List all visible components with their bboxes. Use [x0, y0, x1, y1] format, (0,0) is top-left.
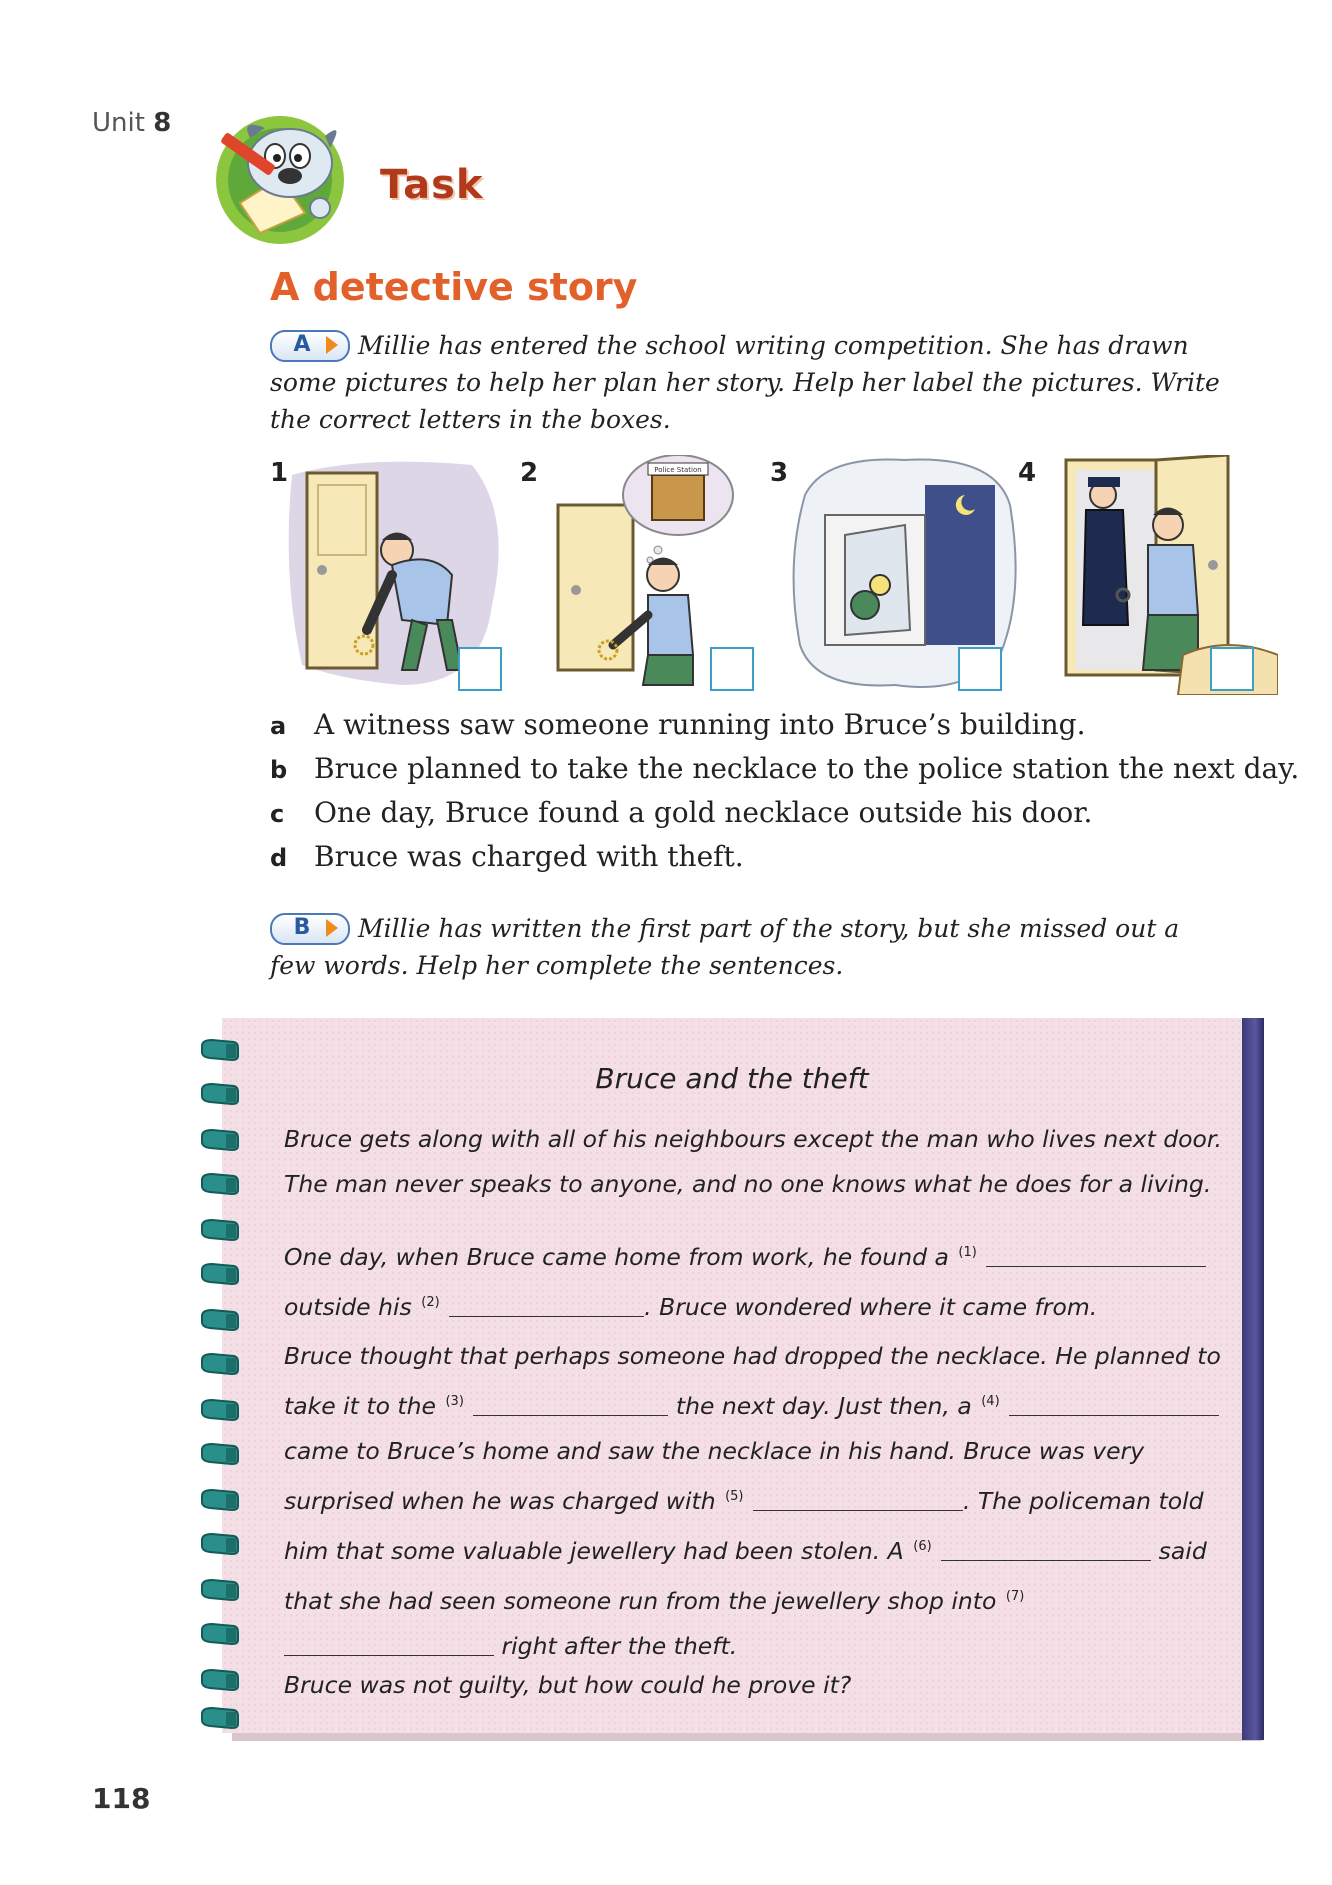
section-title: A detective story — [270, 265, 638, 309]
notebook-ring-icon — [198, 1352, 242, 1378]
picture-number: 1 — [270, 458, 289, 488]
unit-prefix: Unit — [92, 108, 145, 138]
answer-box-2[interactable] — [710, 647, 754, 691]
option-b: b Bruce planned to take the necklace to the police station the next day. — [270, 752, 1300, 785]
part-b-instruction — [270, 910, 1230, 984]
task-mascot-icon — [210, 108, 370, 248]
task-title: Task — [380, 162, 484, 208]
story-title: Bruce and the theft — [595, 1062, 869, 1095]
notebook-ring-icon — [198, 1532, 242, 1558]
story-paragraph-4: Bruce was not guilty, but how could he prove it? — [284, 1671, 852, 1699]
blank-2[interactable] — [449, 1296, 644, 1317]
blank-5[interactable] — [753, 1490, 963, 1511]
police-station-sign: Police Station — [654, 466, 702, 474]
part-a-instruction — [270, 327, 1230, 438]
notebook-ring-icon — [198, 1622, 242, 1648]
notebook-ring-icon — [198, 1668, 242, 1694]
page-number: 118 — [92, 1782, 151, 1815]
play-arrow-icon — [326, 919, 338, 937]
option-c: c One day, Bruce found a gold necklace outside his door. — [270, 796, 1093, 829]
part-b-badge: B — [270, 913, 350, 943]
picture-number: 4 — [1018, 458, 1037, 488]
part-a-instruction-text: Millie has entered the school writing competition. She has drawn some pictures to help her plan her story. Help her label the pictures. Write the correct letters in the boxes. — [270, 331, 1220, 434]
notebook-ring-icon — [198, 1128, 242, 1154]
story-paragraph-3: Bruce thought that perhaps someone had dropped the necklace. He planned to take it to the $^{(3)}$ the next day. Just then, a $^{(4)}$ came to Bruce’s home and saw the necklace in his hand. Bruce was very surprised when he was charged with $^{(5)}$ . The policeman told him that some valuable jewellery had been stolen. A $^{(6)}$ said that she had seen someone run from the jewellery shop into $^{(7)}$ right after the theft. — [284, 1342, 1221, 1660]
notebook-ring-icon — [198, 1218, 242, 1244]
blank-3[interactable] — [473, 1395, 668, 1416]
picture-number: 3 — [770, 458, 789, 488]
answer-box-4[interactable] — [1210, 647, 1254, 691]
part-a-badge: A — [270, 330, 350, 360]
blank-4[interactable] — [1009, 1395, 1219, 1416]
notebook-ring-icon — [198, 1262, 242, 1288]
notebook-ring-icon — [198, 1442, 242, 1468]
notebook-ring-icon — [198, 1038, 242, 1064]
picture-number: 2 — [520, 458, 539, 488]
answer-box-1[interactable] — [458, 647, 502, 691]
option-d: d Bruce was charged with theft. — [270, 840, 744, 873]
blank-1[interactable] — [986, 1246, 1206, 1267]
notebook-ring-icon — [198, 1706, 242, 1732]
notebook-ring-icon — [198, 1308, 242, 1334]
notebook-spine — [1242, 1018, 1264, 1740]
notebook-ring-icon — [198, 1398, 242, 1424]
notebook-ring-icon — [198, 1172, 242, 1198]
blank-7[interactable] — [284, 1635, 494, 1656]
story-paragraph-2: One day, when Bruce came home from work, he found a $^{(1)}$ outside his $^{(2)}$ . Bruce wondered where it came from. — [284, 1230, 1224, 1330]
play-arrow-icon — [326, 336, 338, 354]
notebook-ring-icon — [198, 1578, 242, 1604]
notebook-shadow — [232, 1733, 1262, 1741]
story-paragraph-1: Bruce gets along with all of his neighbours except the man who lives next door. The man never speaks to anyone, and no one knows what he does for a living. — [284, 1125, 1222, 1198]
unit-number: 8 — [153, 108, 172, 138]
option-a: a A witness saw someone running into Bruce’s building. — [270, 708, 1086, 741]
unit-label — [92, 108, 171, 138]
blank-6[interactable] — [941, 1540, 1151, 1561]
answer-box-3[interactable] — [958, 647, 1002, 691]
notebook-ring-icon — [198, 1488, 242, 1514]
part-b-instruction-text: Millie has written the first part of the story, but she missed out a few words. Help her complete the sentences. — [270, 914, 1180, 980]
